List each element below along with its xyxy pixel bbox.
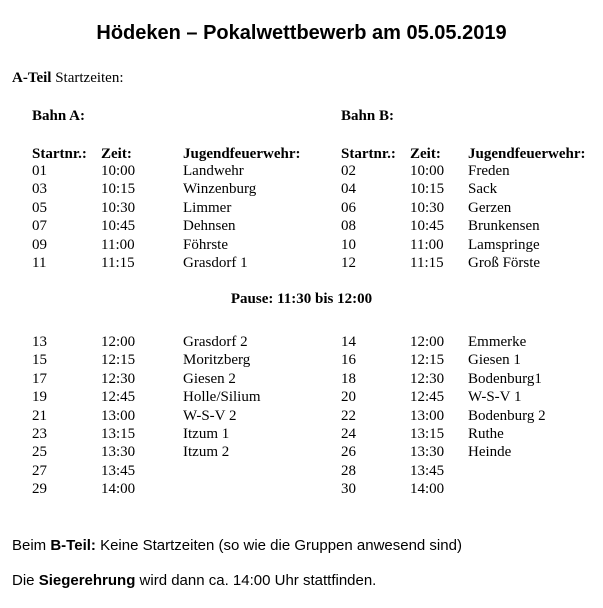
bahn-a-header-zeit: Zeit: xyxy=(101,146,132,162)
siegerehrung-prefix: Die xyxy=(12,572,39,589)
cell-startnr: 10 xyxy=(341,236,356,253)
cell-startnr: 13 xyxy=(32,334,47,350)
cell-startnr: 11 xyxy=(32,254,47,271)
cell-zeit: 11:00 xyxy=(101,236,135,253)
cell-zeit: 10:30 xyxy=(101,199,136,216)
cell-zeit: 12:30 xyxy=(101,370,136,387)
bahn-b-header-startnr: Startnr.: xyxy=(341,146,396,162)
a-teil-line xyxy=(12,70,124,87)
cell-zeit: 11:00 xyxy=(410,236,444,253)
cell-zeit: 13:00 xyxy=(101,407,136,424)
b-teil-line xyxy=(12,537,462,554)
cell-startnr: 18 xyxy=(341,370,356,387)
cell-jugendfeuerwehr: Grasdorf 2 xyxy=(183,334,248,350)
bahn-b-header-wehr: Jugendfeuerwehr: xyxy=(468,146,586,162)
cell-zeit: 13:45 xyxy=(410,462,445,479)
a-teil-text: Startzeiten: xyxy=(51,70,124,86)
cell-jugendfeuerwehr: Föhrste xyxy=(183,236,228,253)
bahn-b-label: Bahn B: xyxy=(341,108,394,124)
cell-jugendfeuerwehr: W-S-V 1 xyxy=(468,389,522,406)
siegerehrung-label: Siegerehrung xyxy=(38,572,136,589)
cell-startnr: 16 xyxy=(341,352,356,369)
cell-startnr: 15 xyxy=(32,352,47,369)
cell-startnr: 21 xyxy=(32,407,47,424)
cell-jugendfeuerwehr: Freden xyxy=(468,163,510,179)
page-title: Hödeken – Pokalwettbewerb am 05.05.2019 xyxy=(96,22,507,44)
bahn-a-label: Bahn A: xyxy=(32,108,85,124)
cell-jugendfeuerwehr: Dehnsen xyxy=(183,218,236,235)
cell-jugendfeuerwehr: Sack xyxy=(468,181,498,198)
cell-startnr: 17 xyxy=(32,370,47,387)
cell-zeit: 13:15 xyxy=(410,425,445,442)
cell-jugendfeuerwehr: Grasdorf 1 xyxy=(183,254,248,271)
b-teil-label: B-Teil: xyxy=(50,537,96,554)
bahn-b-header-zeit: Zeit: xyxy=(410,146,441,162)
cell-startnr: 07 xyxy=(32,218,47,235)
cell-startnr: 20 xyxy=(341,389,356,406)
cell-startnr: 08 xyxy=(341,218,356,235)
cell-startnr: 04 xyxy=(341,181,356,198)
cell-startnr: 02 xyxy=(341,163,356,179)
cell-zeit: 13:00 xyxy=(410,407,445,424)
b-teil-prefix: Beim xyxy=(12,537,51,554)
cell-startnr: 28 xyxy=(341,462,356,479)
cell-startnr: 06 xyxy=(341,199,356,216)
cell-jugendfeuerwehr: Giesen 1 xyxy=(468,352,521,369)
cell-zeit: 13:15 xyxy=(101,425,136,442)
cell-zeit: 10:00 xyxy=(101,163,136,179)
cell-startnr: 19 xyxy=(32,389,47,406)
cell-zeit: 14:00 xyxy=(101,481,136,498)
cell-jugendfeuerwehr: Heinde xyxy=(468,444,512,461)
cell-startnr: 25 xyxy=(32,444,47,461)
cell-jugendfeuerwehr: Giesen 2 xyxy=(183,370,236,387)
cell-jugendfeuerwehr: W-S-V 2 xyxy=(183,407,237,424)
cell-startnr: 29 xyxy=(32,481,47,498)
cell-jugendfeuerwehr: Winzenburg xyxy=(183,181,257,198)
cell-jugendfeuerwehr: Brunkensen xyxy=(468,218,540,235)
cell-jugendfeuerwehr: Itzum 2 xyxy=(183,444,230,461)
cell-jugendfeuerwehr: Lamspringe xyxy=(468,236,540,253)
cell-zeit: 12:45 xyxy=(410,389,445,406)
cell-jugendfeuerwehr: Gerzen xyxy=(468,199,512,216)
cell-jugendfeuerwehr: Moritzberg xyxy=(183,352,251,369)
cell-zeit: 12:15 xyxy=(410,352,445,369)
cell-startnr: 26 xyxy=(341,444,356,461)
cell-startnr: 24 xyxy=(341,425,356,442)
cell-zeit: 12:45 xyxy=(101,389,136,406)
cell-jugendfeuerwehr: Limmer xyxy=(183,199,232,216)
cell-zeit: 14:00 xyxy=(410,481,445,498)
cell-zeit: 10:45 xyxy=(101,218,136,235)
cell-zeit: 13:30 xyxy=(101,444,136,461)
a-teil-label: A-Teil xyxy=(12,70,52,86)
cell-jugendfeuerwehr: Groß Förste xyxy=(468,254,541,271)
cell-zeit: 10:15 xyxy=(101,181,136,198)
cell-zeit: 13:30 xyxy=(410,444,445,461)
pause-note: Pause: 11:30 bis 12:00 xyxy=(230,291,373,307)
bahn-a-header-wehr: Jugendfeuerwehr: xyxy=(183,146,301,162)
cell-jugendfeuerwehr: Emmerke xyxy=(468,334,527,350)
cell-startnr: 30 xyxy=(341,481,356,498)
cell-startnr: 22 xyxy=(341,407,356,424)
cell-startnr: 27 xyxy=(32,462,47,479)
cell-jugendfeuerwehr: Ruthe xyxy=(468,425,504,442)
cell-startnr: 05 xyxy=(32,199,47,216)
cell-jugendfeuerwehr: Itzum 1 xyxy=(183,425,230,442)
cell-zeit: 12:00 xyxy=(101,334,136,350)
bahn-a-header-startnr: Startnr.: xyxy=(32,146,87,162)
cell-zeit: 10:45 xyxy=(410,218,445,235)
cell-zeit: 11:15 xyxy=(410,254,444,271)
cell-jugendfeuerwehr: Landwehr xyxy=(183,163,244,179)
cell-startnr: 09 xyxy=(32,236,47,253)
cell-jugendfeuerwehr: Holle/Silium xyxy=(183,389,261,406)
cell-startnr: 23 xyxy=(32,425,47,442)
siegerehrung-line xyxy=(12,572,376,589)
cell-zeit: 10:00 xyxy=(410,163,445,179)
cell-zeit: 10:15 xyxy=(410,181,445,198)
cell-jugendfeuerwehr: Bodenburg1 xyxy=(468,370,542,387)
cell-zeit: 10:30 xyxy=(410,199,445,216)
cell-zeit: 11:15 xyxy=(101,254,135,271)
cell-zeit: 12:00 xyxy=(410,334,445,350)
cell-zeit: 12:15 xyxy=(101,352,136,369)
cell-startnr: 14 xyxy=(341,334,356,350)
cell-zeit: 13:45 xyxy=(101,462,136,479)
b-teil-text: Keine Startzeiten (so wie die Gruppen anwesend sind) xyxy=(95,537,462,554)
cell-zeit: 12:30 xyxy=(410,370,445,387)
cell-startnr: 01 xyxy=(32,163,47,179)
siegerehrung-text: wird dann ca. 14:00 Uhr stattfinden. xyxy=(135,572,377,589)
cell-jugendfeuerwehr: Bodenburg 2 xyxy=(468,407,546,424)
cell-startnr: 12 xyxy=(341,254,356,271)
cell-startnr: 03 xyxy=(32,181,47,198)
